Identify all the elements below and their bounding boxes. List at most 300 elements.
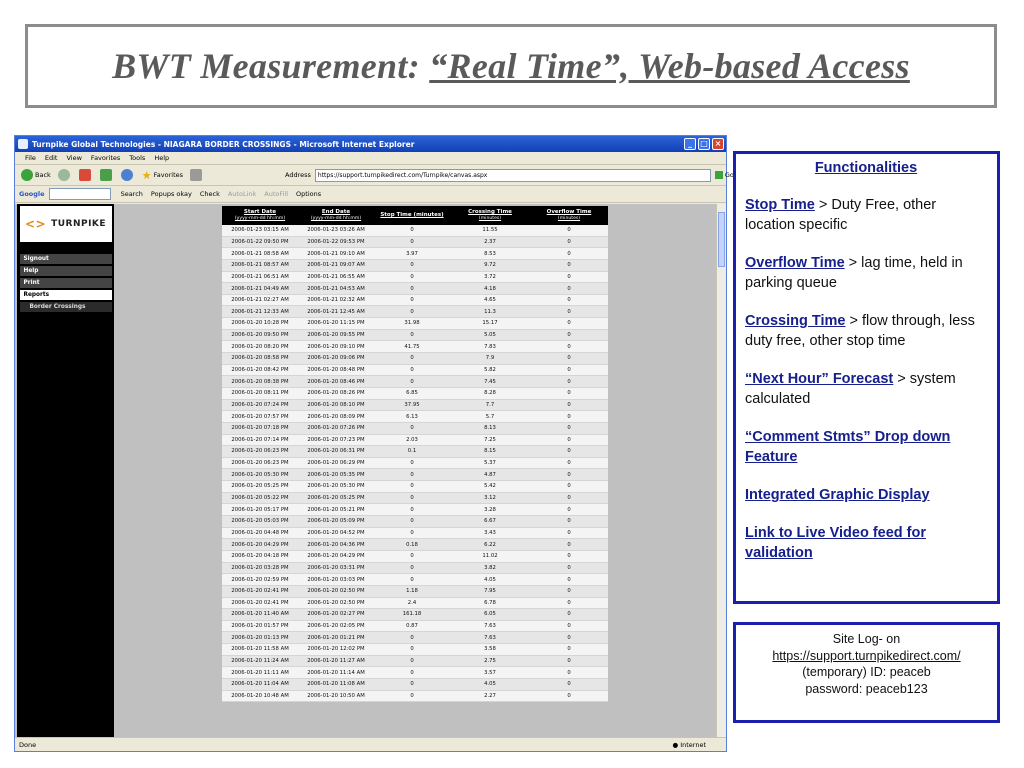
cell-end-date: 2006-01-20 02:50 PM [298, 597, 374, 609]
col-sub: (yyyy-mm-dd hh:mm) [234, 215, 286, 221]
slide-title-emphasis: “Real Time”, Web-based Access [429, 46, 910, 86]
menu-favorites[interactable]: Favorites [90, 154, 121, 162]
cell-start-date: 2006-01-20 01:13 PM [222, 632, 298, 644]
cell-stop-time: 0.18 [374, 539, 450, 551]
col-sub: (yyyy-mm-dd hh:mm) [310, 215, 362, 221]
cell-end-date: 2006-01-20 08:26 PM [298, 387, 374, 399]
logo-text: TURNPIKE [51, 219, 107, 229]
cell-overflow-time: 0 [530, 225, 608, 236]
home-button[interactable] [121, 169, 135, 181]
cell-end-date: 2006-01-20 04:29 PM [298, 550, 374, 562]
menu-tools[interactable]: Tools [129, 154, 146, 162]
cell-start-date: 2006-01-21 08:58 AM [222, 248, 298, 260]
cell-overflow-time: 0 [530, 516, 608, 528]
cell-stop-time: 0 [374, 492, 450, 504]
cell-overflow-time: 0 [530, 259, 608, 271]
cell-stop-time: 31.98 [374, 318, 450, 330]
refresh-button[interactable] [100, 169, 114, 181]
cell-crossing-time: 2.27 [450, 690, 530, 702]
cell-crossing-time: 3.12 [450, 492, 530, 504]
col-title: Start Date [243, 209, 277, 215]
back-label: Back [35, 171, 51, 179]
table-row [222, 271, 608, 283]
cell-end-date: 2006-01-20 09:55 PM [298, 329, 374, 341]
globe-icon: ● [672, 740, 681, 749]
col-end-date[interactable] [298, 206, 374, 225]
cell-crossing-time: 7.83 [450, 341, 530, 353]
crossings-table [222, 206, 608, 702]
functionalities-header: Functionalities [814, 160, 918, 176]
cell-stop-time: 0 [374, 422, 450, 434]
go-button[interactable] [715, 171, 734, 179]
col-title: Stop Time (minutes) [380, 212, 444, 219]
cell-crossing-time: 3.72 [450, 271, 530, 283]
functionalities-panel [733, 151, 1000, 604]
cell-end-date: 2006-01-20 08:46 PM [298, 376, 374, 388]
cell-start-date: 2006-01-20 10:28 PM [222, 318, 298, 330]
cell-stop-time: 0 [374, 562, 450, 574]
cell-start-date: 2006-01-20 02:41 PM [222, 585, 298, 597]
ie-icon [18, 139, 28, 149]
cell-overflow-time: 0 [530, 248, 608, 260]
browser-window [14, 135, 734, 752]
cell-overflow-time: 0 [530, 492, 608, 504]
site-id: (temporary) ID: peaceb [802, 665, 931, 679]
scrollbar-thumb[interactable] [718, 212, 725, 267]
app-sidebar [17, 204, 114, 739]
table-header-row [222, 206, 608, 225]
cell-overflow-time: 0 [530, 294, 608, 306]
cell-start-date: 2006-01-20 08:20 PM [222, 341, 298, 353]
options-button[interactable]: Options [296, 190, 322, 198]
cell-start-date: 2006-01-20 11:24 AM [222, 655, 298, 667]
cell-overflow-time: 0 [530, 597, 608, 609]
cell-start-date: 2006-01-20 09:50 PM [222, 329, 298, 341]
address-input[interactable] [315, 169, 711, 182]
status-text: Done [19, 740, 37, 749]
cell-overflow-time: 0 [530, 585, 608, 597]
cell-end-date: 2006-01-20 05:25 PM [298, 492, 374, 504]
cell-end-date: 2006-01-21 09:07 AM [298, 259, 374, 271]
cell-start-date: 2006-01-21 02:27 AM [222, 294, 298, 306]
cell-stop-time: 161.18 [374, 609, 450, 621]
vertical-scrollbar[interactable] [716, 204, 726, 739]
cell-stop-time: 0 [374, 574, 450, 586]
cell-overflow-time: 0 [530, 283, 608, 295]
cell-overflow-time: 0 [530, 387, 608, 399]
cell-stop-time: 0 [374, 481, 450, 493]
cell-overflow-time: 0 [530, 353, 608, 365]
cell-start-date: 2006-01-23 03:15 AM [222, 225, 298, 236]
cell-crossing-time: 6.22 [450, 539, 530, 551]
menu-file[interactable]: File [25, 154, 36, 162]
cell-overflow-time: 0 [530, 667, 608, 679]
cell-start-date: 2006-01-20 10:48 AM [222, 690, 298, 702]
slide-title-prefix: BWT Measurement: [112, 46, 430, 86]
cell-overflow-time: 0 [530, 504, 608, 516]
table-row [222, 527, 608, 539]
cell-crossing-time: 4.18 [450, 283, 530, 295]
cell-crossing-time: 4.05 [450, 574, 530, 586]
cell-end-date: 2006-01-21 02:32 AM [298, 294, 374, 306]
cell-stop-time: 0 [374, 644, 450, 656]
turnpike-logo [20, 206, 112, 242]
cell-overflow-time: 0 [530, 341, 608, 353]
cell-overflow-time: 0 [530, 550, 608, 562]
table-row [222, 481, 608, 493]
cell-start-date: 2006-01-20 05:30 PM [222, 469, 298, 481]
cell-stop-time: 1.18 [374, 585, 450, 597]
cell-start-date: 2006-01-20 03:28 PM [222, 562, 298, 574]
page-content [15, 204, 719, 739]
cell-stop-time: 37.95 [374, 399, 450, 411]
table-row [222, 492, 608, 504]
cell-overflow-time: 0 [530, 236, 608, 248]
cell-crossing-time: 3.58 [450, 644, 530, 656]
cell-end-date: 2006-01-20 08:10 PM [298, 399, 374, 411]
star-icon: ★ [141, 168, 152, 182]
cell-start-date: 2006-01-21 08:57 AM [222, 259, 298, 271]
cell-crossing-time: 4.05 [450, 678, 530, 690]
cell-stop-time: 2.4 [374, 597, 450, 609]
cell-stop-time: 0 [374, 259, 450, 271]
diamond-logo-icon: <> [24, 217, 47, 231]
cell-end-date: 2006-01-20 02:05 PM [298, 620, 374, 632]
cell-crossing-time: 7.63 [450, 620, 530, 632]
col-crossing-time[interactable] [450, 206, 530, 225]
cell-stop-time: 0 [374, 236, 450, 248]
cell-crossing-time: 7.63 [450, 632, 530, 644]
cell-start-date: 2006-01-20 07:57 PM [222, 411, 298, 423]
cell-start-date: 2006-01-20 11:04 AM [222, 678, 298, 690]
table-row [222, 225, 608, 236]
cell-stop-time: 0 [374, 655, 450, 667]
cell-start-date: 2006-01-20 11:11 AM [222, 667, 298, 679]
menu-edit[interactable]: Edit [44, 154, 58, 162]
cell-end-date: 2006-01-20 02:50 PM [298, 585, 374, 597]
feature-item [745, 427, 987, 467]
google-toolbar [15, 186, 726, 203]
cell-overflow-time: 0 [530, 655, 608, 667]
cell-crossing-time: 15.17 [450, 318, 530, 330]
slide-title [112, 45, 910, 87]
table-row [222, 655, 608, 667]
table-row [222, 457, 608, 469]
cell-start-date: 2006-01-20 06:23 PM [222, 457, 298, 469]
cell-start-date: 2006-01-21 06:51 AM [222, 271, 298, 283]
cell-overflow-time: 0 [530, 690, 608, 702]
google-search-input[interactable] [49, 188, 111, 200]
feature-item [745, 311, 987, 351]
go-arrow-icon [715, 171, 723, 179]
cell-start-date: 2006-01-20 02:41 PM [222, 597, 298, 609]
nav-reports[interactable]: Reports [20, 290, 112, 300]
cell-crossing-time: 4.87 [450, 469, 530, 481]
cell-crossing-time: 8.15 [450, 446, 530, 458]
cell-start-date: 2006-01-20 08:58 PM [222, 353, 298, 365]
cell-stop-time: 0 [374, 504, 450, 516]
menu-help[interactable]: Help [154, 154, 170, 162]
cell-start-date: 2006-01-22 09:50 PM [222, 236, 298, 248]
cell-start-date: 2006-01-20 08:42 PM [222, 364, 298, 376]
cell-crossing-time: 8.28 [450, 387, 530, 399]
nav-help[interactable]: Help [20, 266, 112, 276]
table-row [222, 422, 608, 434]
cell-overflow-time: 0 [530, 271, 608, 283]
col-start-date[interactable] [222, 206, 298, 225]
cell-crossing-time: 7.25 [450, 434, 530, 446]
table-row [222, 387, 608, 399]
cell-stop-time: 0 [374, 283, 450, 295]
cell-overflow-time: 0 [530, 318, 608, 330]
cell-end-date: 2006-01-22 09:53 PM [298, 236, 374, 248]
col-stop-time[interactable] [374, 206, 450, 225]
cell-stop-time: 41.75 [374, 341, 450, 353]
cell-end-date: 2006-01-20 08:09 PM [298, 411, 374, 423]
cell-crossing-time: 7.95 [450, 585, 530, 597]
table-row [222, 609, 608, 621]
cell-end-date: 2006-01-20 01:21 PM [298, 632, 374, 644]
printer-icon [190, 169, 202, 181]
popups-okay-button[interactable]: Popups okay [150, 190, 192, 198]
table-row [222, 306, 608, 318]
autolink-button[interactable]: AutoLink [227, 190, 257, 198]
feature-desc: > lag time, held in parking queue [745, 255, 963, 291]
site-password: password: peaceb123 [805, 681, 928, 696]
cell-start-date: 2006-01-20 05:17 PM [222, 504, 298, 516]
menu-view[interactable]: View [66, 154, 82, 162]
cell-crossing-time: 6.05 [450, 609, 530, 621]
cell-overflow-time: 0 [530, 446, 608, 458]
cell-crossing-time: 3.28 [450, 504, 530, 516]
cell-start-date: 2006-01-20 05:03 PM [222, 516, 298, 528]
col-sub: (minutes) [478, 215, 502, 221]
cell-stop-time: 0 [374, 527, 450, 539]
internet-zone [672, 741, 706, 749]
zone-label: Internet [680, 740, 706, 749]
cell-end-date: 2006-01-20 08:48 PM [298, 364, 374, 376]
cell-end-date: 2006-01-20 06:31 PM [298, 446, 374, 458]
cell-overflow-time: 0 [530, 527, 608, 539]
cell-start-date: 2006-01-21 04:49 AM [222, 283, 298, 295]
cell-stop-time: 0.87 [374, 620, 450, 632]
cell-stop-time: 0 [374, 516, 450, 528]
cell-start-date: 2006-01-20 11:40 AM [222, 609, 298, 621]
google-search-button[interactable]: Search [120, 190, 143, 198]
cell-end-date: 2006-01-20 05:30 PM [298, 481, 374, 493]
cell-end-date: 2006-01-20 11:08 AM [298, 678, 374, 690]
cell-end-date: 2006-01-20 05:21 PM [298, 504, 374, 516]
cell-overflow-time: 0 [530, 469, 608, 481]
table-row [222, 236, 608, 248]
minimize-button[interactable]: _ [684, 138, 696, 150]
cell-overflow-time: 0 [530, 329, 608, 341]
site-logon-box [733, 622, 1000, 723]
cell-stop-time: 0 [374, 376, 450, 388]
refresh-icon [100, 169, 112, 181]
cell-crossing-time: 6.67 [450, 516, 530, 528]
cell-end-date: 2006-01-20 07:26 PM [298, 422, 374, 434]
cell-end-date: 2006-01-20 06:29 PM [298, 457, 374, 469]
cell-start-date: 2006-01-20 07:18 PM [222, 422, 298, 434]
cell-stop-time: 0 [374, 690, 450, 702]
table-row [222, 318, 608, 330]
table-row [222, 411, 608, 423]
cell-start-date: 2006-01-20 02:59 PM [222, 574, 298, 586]
cell-end-date: 2006-01-20 11:15 PM [298, 318, 374, 330]
table-row [222, 341, 608, 353]
window-title: Turnpike Global Technologies - NIAGARA BORDER CROSSINGS - Microsoft Internet Explorer [32, 139, 415, 149]
cell-start-date: 2006-01-20 08:38 PM [222, 376, 298, 388]
cell-stop-time: 6.13 [374, 411, 450, 423]
cell-end-date: 2006-01-20 09:06 PM [298, 353, 374, 365]
cell-end-date: 2006-01-20 10:50 AM [298, 690, 374, 702]
cell-crossing-time: 7.9 [450, 353, 530, 365]
cell-stop-time: 0 [374, 353, 450, 365]
table-row [222, 632, 608, 644]
feature-key: Integrated Graphic Display [745, 487, 930, 503]
table-row [222, 446, 608, 458]
cell-end-date: 2006-01-20 09:10 PM [298, 341, 374, 353]
cell-stop-time: 0 [374, 678, 450, 690]
cell-end-date: 2006-01-20 02:27 PM [298, 609, 374, 621]
cell-end-date: 2006-01-21 09:10 AM [298, 248, 374, 260]
forward-arrow-icon [58, 169, 70, 181]
table-body [222, 225, 608, 702]
nav-print[interactable]: Print [20, 278, 112, 288]
stop-button[interactable] [79, 169, 93, 181]
cell-crossing-time: 5.82 [450, 364, 530, 376]
cell-crossing-time: 8.13 [450, 422, 530, 434]
cell-stop-time: 0.1 [374, 446, 450, 458]
feature-desc: > system calculated [745, 371, 956, 407]
cell-crossing-time: 11.3 [450, 306, 530, 318]
cell-stop-time: 0 [374, 225, 450, 236]
feature-key: Link to Live Video feed for validation [745, 525, 927, 561]
cell-crossing-time: 2.37 [450, 236, 530, 248]
feature-item [745, 523, 987, 563]
feature-item [745, 369, 987, 409]
cell-overflow-time: 0 [530, 457, 608, 469]
cell-overflow-time: 0 [530, 678, 608, 690]
stop-icon [79, 169, 91, 181]
col-title: Overflow Time [546, 209, 592, 215]
table-row [222, 550, 608, 562]
cell-crossing-time: 5.37 [450, 457, 530, 469]
maximize-button[interactable]: □ [698, 138, 710, 150]
cell-start-date: 2006-01-20 07:14 PM [222, 434, 298, 446]
nav-border-crossings[interactable]: Border Crossings [20, 302, 112, 312]
table-row [222, 469, 608, 481]
cell-overflow-time: 0 [530, 422, 608, 434]
cell-end-date: 2006-01-20 03:03 PM [298, 574, 374, 586]
table-row [222, 376, 608, 388]
feature-key: Overflow Time [745, 255, 845, 271]
cell-stop-time: 0 [374, 294, 450, 306]
cell-start-date: 2006-01-20 07:24 PM [222, 399, 298, 411]
cell-end-date: 2006-01-21 04:53 AM [298, 283, 374, 295]
cell-overflow-time: 0 [530, 376, 608, 388]
cell-crossing-time: 8.53 [450, 248, 530, 260]
cell-end-date: 2006-01-20 11:14 AM [298, 667, 374, 679]
cell-end-date: 2006-01-20 04:52 PM [298, 527, 374, 539]
cell-stop-time: 0 [374, 469, 450, 481]
nav-signout[interactable]: Signout [20, 254, 112, 264]
cell-start-date: 2006-01-20 08:11 PM [222, 387, 298, 399]
cell-stop-time: 0 [374, 364, 450, 376]
table-row [222, 353, 608, 365]
spell-check-button[interactable]: Check [199, 190, 220, 198]
back-button[interactable] [21, 169, 51, 181]
back-arrow-icon [21, 169, 33, 181]
cell-stop-time: 3.97 [374, 248, 450, 260]
address-label: Address [285, 171, 311, 179]
cell-end-date: 2006-01-20 05:35 PM [298, 469, 374, 481]
cell-end-date: 2006-01-20 03:31 PM [298, 562, 374, 574]
site-logon-label: Site Log- on [832, 632, 901, 646]
table-row [222, 259, 608, 271]
cell-start-date: 2006-01-20 04:48 PM [222, 527, 298, 539]
cell-start-date: 2006-01-21 12:33 AM [222, 306, 298, 318]
table-row [222, 574, 608, 586]
cell-start-date: 2006-01-20 04:18 PM [222, 550, 298, 562]
cell-crossing-time: 5.05 [450, 329, 530, 341]
site-url-link[interactable]: https://support.turnpikedirect.com/ [772, 648, 961, 663]
browser-titlebar [15, 136, 726, 152]
cell-end-date: 2006-01-20 04:36 PM [298, 539, 374, 551]
home-icon [121, 169, 133, 181]
cell-start-date: 2006-01-20 05:25 PM [222, 481, 298, 493]
go-label: Go [724, 171, 734, 179]
cell-overflow-time: 0 [530, 562, 608, 574]
table-row [222, 434, 608, 446]
cell-end-date: 2006-01-21 06:55 AM [298, 271, 374, 283]
cell-crossing-time: 11.55 [450, 225, 530, 236]
table-row [222, 283, 608, 295]
cell-stop-time: 0 [374, 457, 450, 469]
feature-desc: > flow through, less duty free, other stop time [745, 313, 975, 349]
forward-button[interactable] [58, 169, 72, 181]
cell-overflow-time: 0 [530, 574, 608, 586]
cell-overflow-time: 0 [530, 399, 608, 411]
table-row [222, 597, 608, 609]
cell-crossing-time: 5.42 [450, 481, 530, 493]
cell-overflow-time: 0 [530, 609, 608, 621]
cell-crossing-time: 7.45 [450, 376, 530, 388]
col-overflow-time[interactable] [530, 206, 608, 225]
cell-crossing-time: 5.7 [450, 411, 530, 423]
address-bar [285, 169, 734, 182]
col-sub: (minutes) [557, 215, 581, 221]
print-toolbar-button[interactable] [190, 169, 204, 181]
favorites-button[interactable] [142, 169, 183, 182]
slide-title-box [25, 24, 997, 108]
table-row [222, 667, 608, 679]
table-row [222, 504, 608, 516]
col-title: Crossing Time [468, 209, 512, 215]
table-row [222, 294, 608, 306]
table-row [222, 399, 608, 411]
close-button[interactable]: × [712, 138, 724, 150]
cell-crossing-time: 6.78 [450, 597, 530, 609]
cell-stop-time: 2.03 [374, 434, 450, 446]
table-row [222, 678, 608, 690]
feature-item [745, 485, 987, 505]
autofill-button[interactable]: AutoFill [264, 190, 289, 198]
cell-overflow-time: 0 [530, 481, 608, 493]
cell-end-date: 2006-01-20 11:27 AM [298, 655, 374, 667]
table-row [222, 248, 608, 260]
